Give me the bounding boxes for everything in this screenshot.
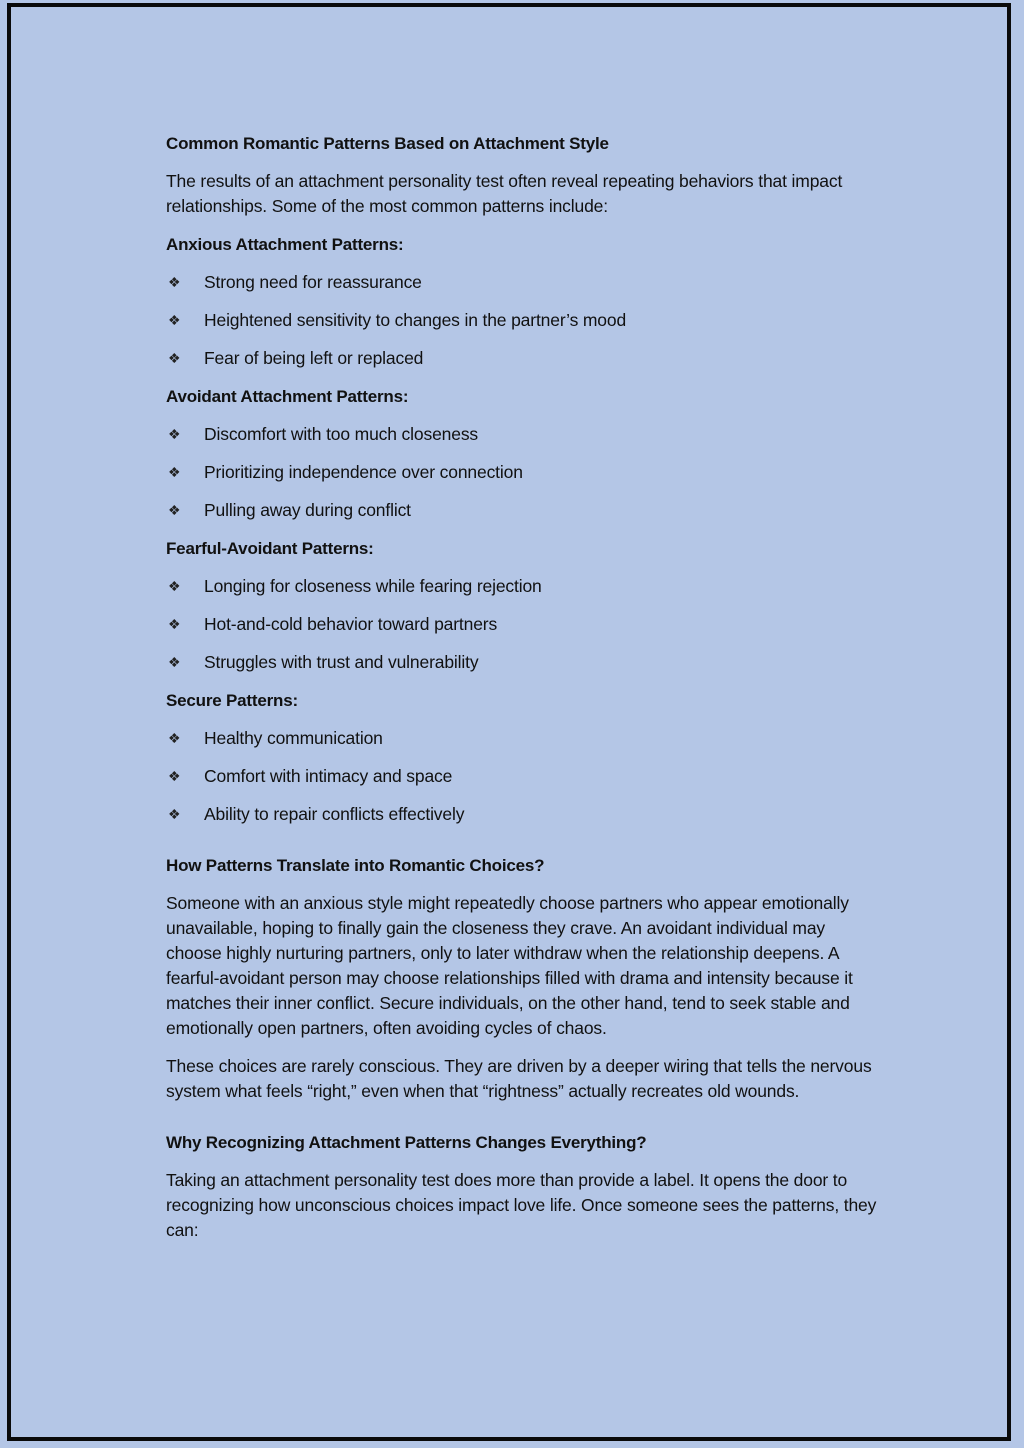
bullet-list bbox=[166, 422, 881, 523]
paragraph: Taking an attachment personality test does more than provide a label. It opens the door to recognizing how unconscious choices impact love life. Once someone sees the patterns, they can: bbox=[166, 1170, 877, 1240]
document-title: Common Romantic Patterns Based on Attachment Style bbox=[166, 134, 609, 153]
group-heading: Anxious Attachment Patterns: bbox=[166, 235, 404, 254]
paragraph: Someone with an anxious style might repeatedly choose partners who appear emotionally unavailable, hoping to finally gain the closeness they crave. An avoidant individual may choose highly nurturing partners, only to later withdraw when the relationship deepens. A fearful-avoidant person may choose relationships filled with drama and intensity because it matches their inner conflict. Secure individuals, on the other hand, tend to seek stable and emotionally open partners, often avoiding cycles of chaos. bbox=[166, 893, 853, 1038]
diamond-bullet-icon: ❖ bbox=[168, 654, 181, 670]
pattern-group-secure bbox=[166, 688, 881, 827]
diamond-bullet-icon: ❖ bbox=[168, 502, 181, 518]
list-item-text: Discomfort with too much closeness bbox=[204, 424, 479, 444]
list-item bbox=[166, 764, 881, 789]
list-item bbox=[166, 612, 881, 637]
group-heading: Secure Patterns: bbox=[166, 691, 298, 710]
list-item-text: Pulling away during conflict bbox=[204, 500, 411, 520]
list-item bbox=[166, 346, 881, 371]
section-recognizing-patterns bbox=[166, 1130, 881, 1243]
group-heading: Avoidant Attachment Patterns: bbox=[166, 387, 409, 406]
bullet-list bbox=[166, 726, 881, 827]
pattern-group-avoidant bbox=[166, 384, 881, 523]
document-body bbox=[166, 131, 881, 1256]
list-item-text: Strong need for reassurance bbox=[204, 272, 422, 292]
list-item bbox=[166, 498, 881, 523]
section-spacer bbox=[166, 840, 881, 853]
group-heading: Fearful-Avoidant Patterns: bbox=[166, 539, 374, 558]
list-item-text: Prioritizing independence over connection bbox=[204, 462, 523, 482]
list-item-text: Healthy communication bbox=[204, 728, 383, 748]
list-item bbox=[166, 460, 881, 485]
list-item bbox=[166, 650, 881, 675]
list-item-text: Comfort with intimacy and space bbox=[204, 766, 453, 786]
list-item-text: Hot-and-cold behavior toward partners bbox=[204, 614, 498, 634]
intro-paragraph: The results of an attachment personality test often reveal repeating behaviors that impact relationships. Some of the most common patterns include: bbox=[166, 171, 843, 216]
list-item-text: Longing for closeness while fearing rejection bbox=[204, 576, 542, 596]
diamond-bullet-icon: ❖ bbox=[168, 730, 181, 746]
list-item bbox=[166, 308, 881, 333]
section-spacer bbox=[166, 1117, 881, 1130]
bullet-list bbox=[166, 270, 881, 371]
list-item-text: Struggles with trust and vulnerability bbox=[204, 652, 479, 672]
list-item bbox=[166, 726, 881, 751]
section-heading: Why Recognizing Attachment Patterns Changes Everything? bbox=[166, 1133, 647, 1152]
list-item bbox=[166, 422, 881, 447]
list-item-text: Heightened sensitivity to changes in the partner’s mood bbox=[204, 310, 627, 330]
section-heading: How Patterns Translate into Romantic Choices? bbox=[166, 856, 545, 875]
diamond-bullet-icon: ❖ bbox=[168, 350, 181, 366]
diamond-bullet-icon: ❖ bbox=[168, 806, 181, 822]
list-item bbox=[166, 574, 881, 599]
diamond-bullet-icon: ❖ bbox=[168, 312, 181, 328]
section-romantic-choices bbox=[166, 853, 881, 1104]
paragraph: These choices are rarely conscious. They are driven by a deeper wiring that tells the nervous system what feels “right,” even when that “rightness” actually recreates old wounds. bbox=[166, 1056, 872, 1101]
list-item bbox=[166, 802, 881, 827]
diamond-bullet-icon: ❖ bbox=[168, 464, 181, 480]
bullet-list bbox=[166, 574, 881, 675]
diamond-bullet-icon: ❖ bbox=[168, 578, 181, 594]
pattern-group-anxious bbox=[166, 232, 881, 371]
list-item-text: Fear of being left or replaced bbox=[204, 348, 424, 368]
pattern-group-fearful-avoidant bbox=[166, 536, 881, 675]
diamond-bullet-icon: ❖ bbox=[168, 426, 181, 442]
diamond-bullet-icon: ❖ bbox=[168, 768, 181, 784]
page-frame bbox=[7, 3, 1011, 1441]
diamond-bullet-icon: ❖ bbox=[168, 274, 181, 290]
diamond-bullet-icon: ❖ bbox=[168, 616, 181, 632]
list-item bbox=[166, 270, 881, 295]
list-item-text: Ability to repair conflicts effectively bbox=[204, 804, 465, 824]
